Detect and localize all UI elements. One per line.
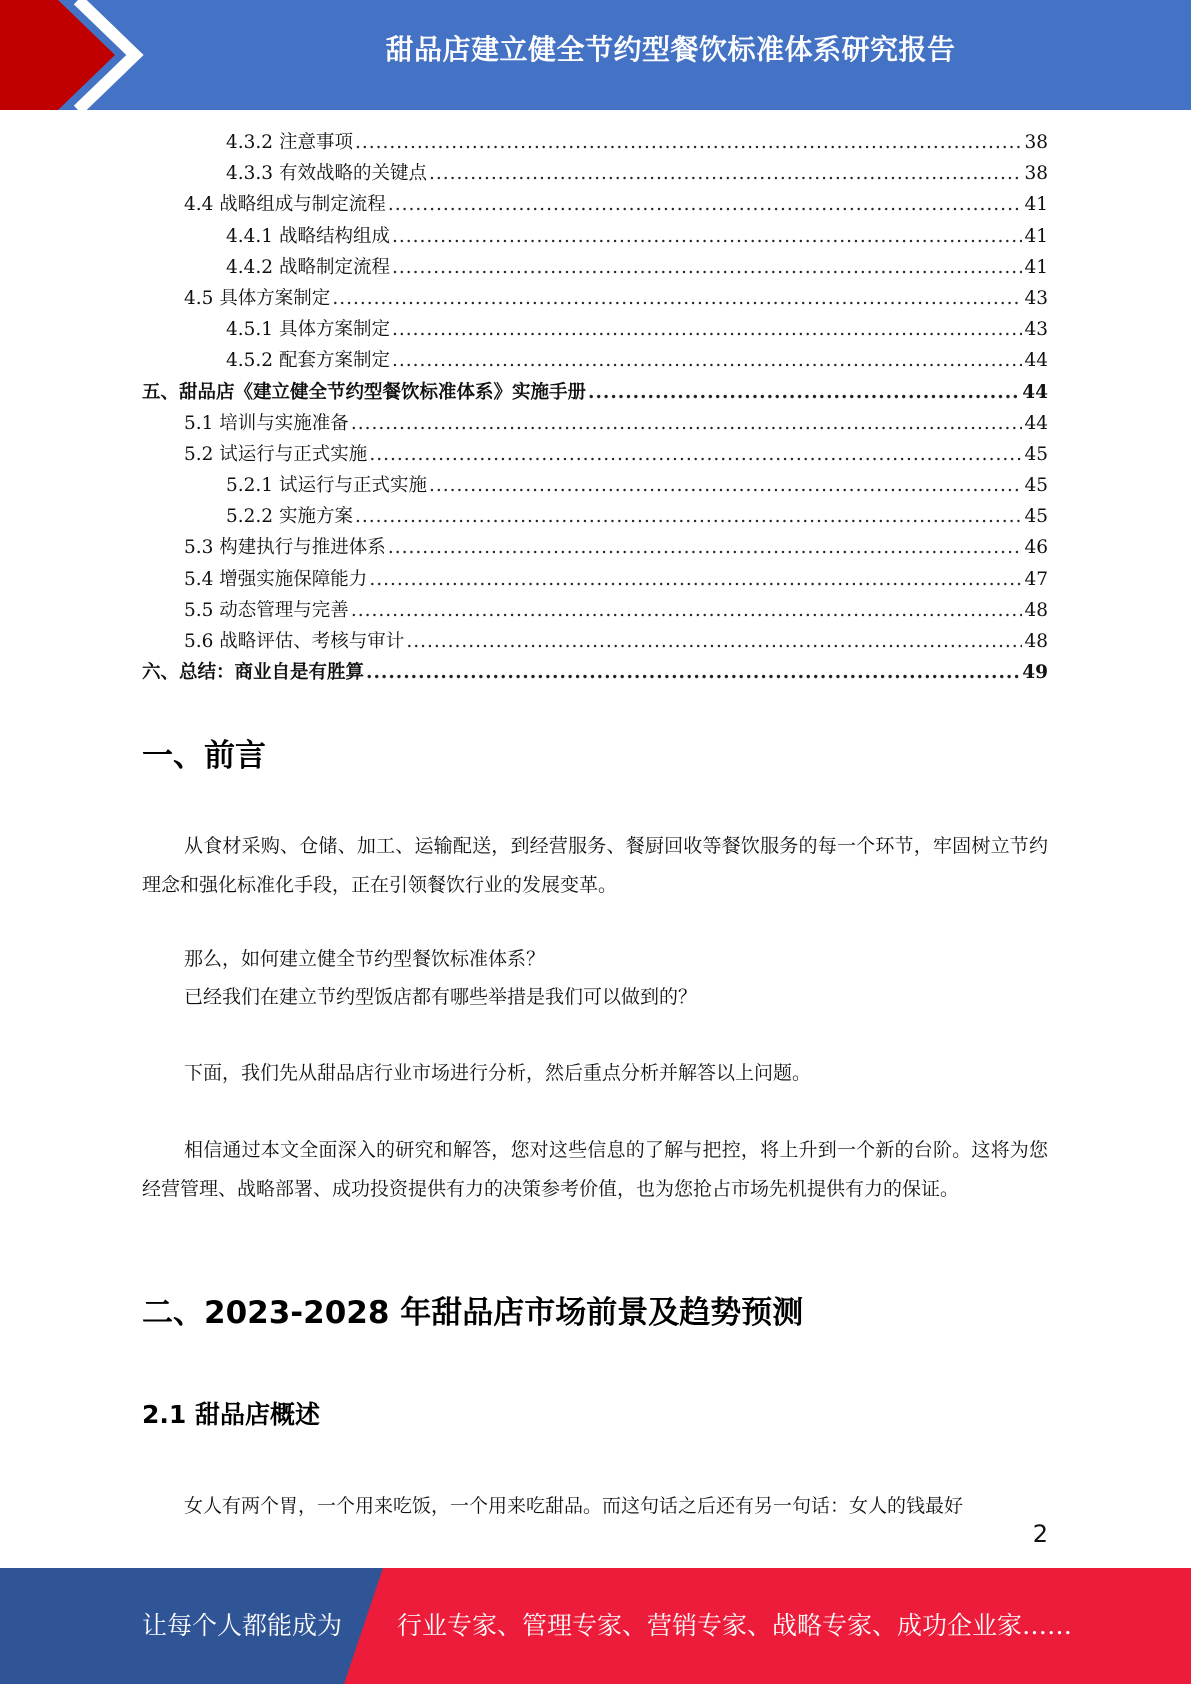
toc-dot-leader: [392, 252, 1022, 283]
toc-entry-page-number: 38: [1024, 132, 1048, 153]
toc-entry-page-number: 48: [1024, 631, 1048, 652]
toc-entry[interactable]: [142, 127, 1048, 158]
toc-entry-page-number: 41: [1024, 256, 1048, 278]
section-heading-market-outlook: 二、2023-2028 年甜品店市场前景及趋势预测: [142, 1295, 804, 1331]
toc-dot-leader: [332, 283, 1022, 314]
header-band: [0, 0, 1191, 110]
toc-dot-leader: [369, 564, 1022, 595]
toc-entry-label: 5.4 增强实施保障能力: [184, 568, 368, 590]
toc-dot-leader: [366, 657, 1020, 688]
toc-dot-leader: [351, 595, 1023, 626]
toc-entry[interactable]: [142, 408, 1048, 439]
toc-entry[interactable]: [142, 314, 1048, 345]
toc-entry-label: 4.4.2 战略制定流程: [226, 256, 390, 278]
toc-dot-leader: [355, 127, 1023, 158]
toc-entry-page-number: 48: [1024, 599, 1048, 621]
toc-entry[interactable]: [142, 439, 1048, 470]
toc-entry[interactable]: [142, 189, 1048, 220]
toc-entry-page-number: 47: [1024, 568, 1048, 590]
subsection-heading-overview: 2.1 甜品店概述: [142, 1400, 320, 1429]
toc-entry-label: 4.5 具体方案制定: [184, 287, 331, 309]
toc-entry[interactable]: [142, 158, 1048, 189]
footer-slogan-right: 行业专家、管理专家、营销专家、战略专家、成功企业家……: [397, 1611, 1073, 1640]
footer-slogan-left: 让每个人都能成为: [142, 1611, 343, 1640]
toc-dot-leader: [429, 470, 1022, 501]
toc-entry-page-number: 45: [1024, 443, 1048, 465]
toc-entry-label: 4.5.2 配套方案制定: [226, 350, 390, 372]
overview-paragraph-1: 女人有两个胃，一个用来吃饭，一个用来吃甜品。而这句话之后还有另一句话：女人的钱最好: [184, 1495, 964, 1517]
toc-dot-leader: [406, 626, 1022, 657]
page-number: 2: [1032, 1520, 1048, 1548]
toc-entry[interactable]: [142, 252, 1048, 283]
toc-entry[interactable]: [142, 470, 1048, 501]
toc-entry-label: 5.2.1 试运行与正式实施: [226, 475, 427, 497]
toc-entry-label: 4.3.3 有效战略的关键点: [226, 163, 427, 185]
preface-paragraph-1: 从食材采购、仓储、加工、运输配送，到经营服务、餐厨回收等餐饮服务的每一个环节，牢固树立节约理念和强化标准化手段，正在引领餐饮行业的发展变革。: [142, 835, 1048, 896]
toc-entry[interactable]: [142, 345, 1048, 376]
toc-entry[interactable]: [142, 657, 1048, 688]
toc-entry-label: 5.5 动态管理与完善: [184, 599, 349, 621]
preface-paragraph-3: 已经我们在建立节约型饭店都有哪些举措是我们可以做到的？: [184, 986, 698, 1008]
toc-dot-leader: [392, 221, 1022, 252]
toc-entry[interactable]: [142, 626, 1048, 657]
toc-entry-label: 4.5.1 具体方案制定: [226, 319, 390, 341]
toc-entry-page-number: 44: [1024, 412, 1048, 434]
toc-entry-page-number: 45: [1024, 506, 1048, 528]
toc-dot-leader: [388, 532, 1023, 563]
toc-entry-label: 5.2 试运行与正式实施: [184, 443, 368, 465]
toc-entry-label: 5.3 构建执行与推进体系: [184, 537, 386, 559]
toc-entry-page-number: 46: [1024, 537, 1048, 559]
toc-dot-leader: [392, 345, 1022, 376]
toc-entry-label: 5.2.2 实施方案: [226, 506, 353, 528]
toc-entry[interactable]: [142, 221, 1048, 252]
toc-dot-leader: [429, 158, 1022, 189]
toc-entry-label: 五、甜品店《建立健全节约型餐饮标准体系》实施手册: [142, 381, 587, 403]
table-of-contents: [142, 127, 1048, 688]
toc-entry[interactable]: [142, 501, 1048, 532]
toc-dot-leader: [588, 377, 1020, 408]
toc-entry-page-number: 45: [1024, 475, 1048, 497]
document-title: 甜品店建立健全节约型餐饮标准体系研究报告: [385, 33, 956, 66]
toc-entry-page-number: 44: [1022, 381, 1048, 403]
section-heading-preface: 一、前言: [142, 738, 266, 774]
toc-entry[interactable]: [142, 532, 1048, 563]
footer-band: [0, 1568, 1191, 1684]
toc-entry-page-number: 44: [1024, 350, 1048, 372]
toc-entry-page-number: 41: [1024, 225, 1048, 247]
preface-paragraph-2: 那么，如何建立健全节约型餐饮标准体系？: [184, 948, 546, 970]
toc-entry-label: 5.1 培训与实施准备: [184, 412, 349, 434]
toc-entry-page-number: 49: [1022, 662, 1048, 684]
toc-entry-label: 4.4.1 战略结构组成: [226, 225, 390, 247]
toc-entry[interactable]: [142, 564, 1048, 595]
toc-entry-page-number: 43: [1024, 287, 1048, 309]
toc-dot-leader: [351, 408, 1023, 439]
toc-dot-leader: [392, 314, 1022, 345]
toc-entry-label: 4.4 战略组成与制定流程: [184, 194, 386, 216]
toc-dot-leader: [388, 189, 1023, 220]
preface-paragraph-4: 下面，我们先从甜品店行业市场进行分析，然后重点分析并解答以上问题。: [184, 1062, 812, 1084]
toc-entry-page-number: 38: [1024, 163, 1048, 185]
toc-entry-label: 4.3.2 注意事项: [226, 132, 353, 153]
preface-paragraph-5: 相信通过本文全面深入的研究和解答，您对这些信息的了解与把控，将上升到一个新的台阶。这将为您经营管理、战略部署、成功投资提供有力的决策参考价值，也为您抢占市场先机提供有力的保证。: [142, 1139, 1048, 1200]
toc-dot-leader: [355, 501, 1023, 532]
toc-entry-label: 5.6 战略评估、考核与审计: [184, 631, 405, 652]
toc-entry[interactable]: [142, 595, 1048, 626]
toc-entry-label: 六、总结：商业自是有胜算: [142, 662, 365, 684]
toc-entry[interactable]: [142, 283, 1048, 314]
toc-entry-page-number: 43: [1024, 319, 1048, 341]
toc-dot-leader: [369, 439, 1022, 470]
toc-entry-page-number: 41: [1024, 194, 1048, 216]
toc-entry[interactable]: [142, 377, 1048, 408]
